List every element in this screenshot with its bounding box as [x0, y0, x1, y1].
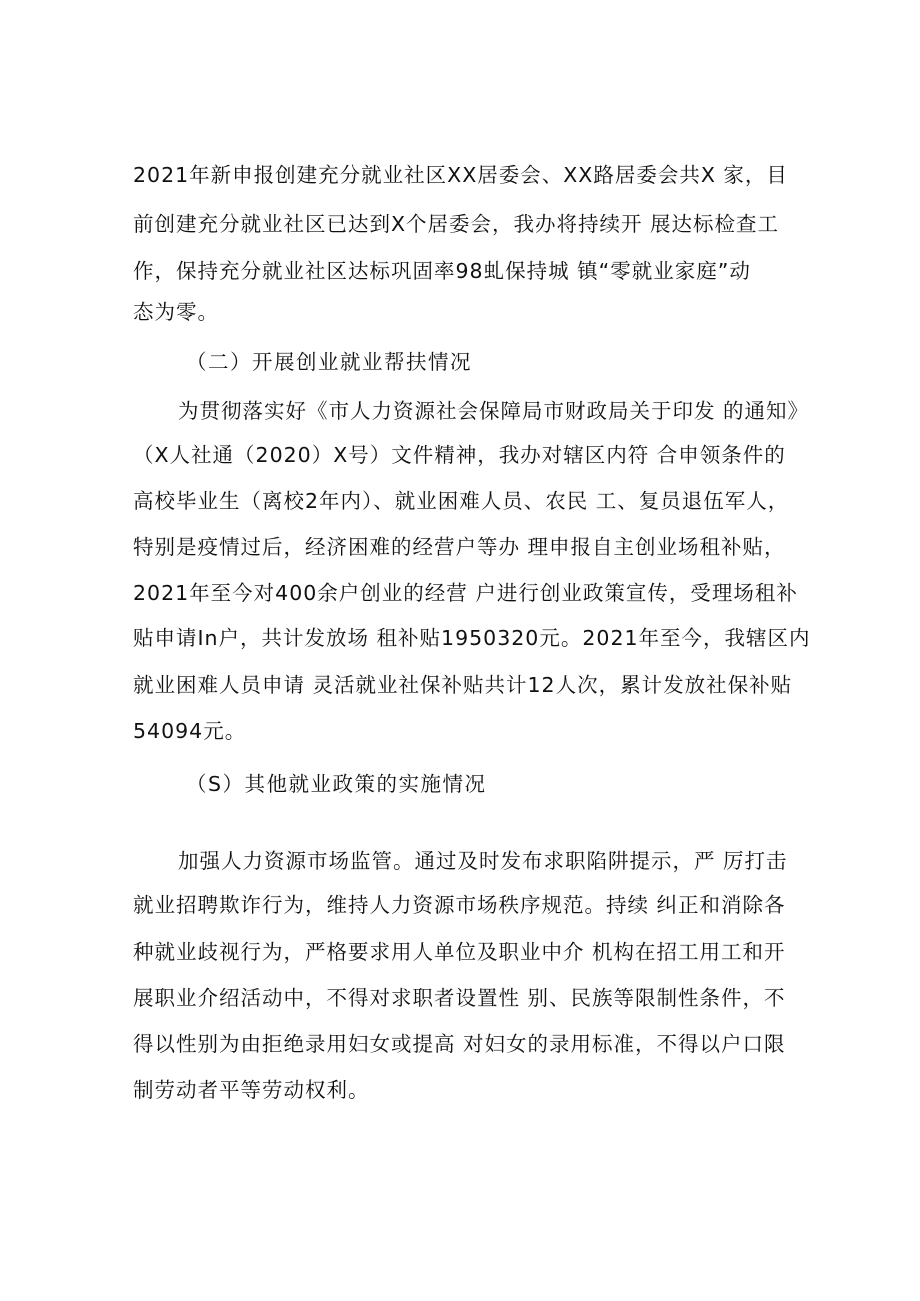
paragraph-2-line-7: 就业困难人员申请 灵活就业社保补贴共计12人次，累计发放社保补贴: [133, 673, 793, 697]
paragraph-2-line-3: 高校毕业生（离校2年内）、就业困难人员、农民 工、复员退伍军人，: [133, 489, 790, 513]
paragraph-2-line-6: 贴申请In户，共计发放场 租补贴1950320元。2021年至今，我辖区内: [133, 626, 811, 650]
section-heading-2: （二）开展创业就业帮扶情况: [186, 350, 472, 374]
paragraph-1-line-4: 态为零。: [133, 300, 219, 324]
paragraph-2-line-5: 2021年至今对400余户创业的经营 户进行创业政策宣传，受理场租补: [133, 581, 798, 605]
paragraph-2-line-8: 54094元。: [133, 719, 247, 743]
paragraph-3-line-5: 得以性别为由拒绝录用妇女或提高 对妇女的录用标准，不得以户口限: [133, 1032, 786, 1056]
paragraph-3-line-2: 就业招聘欺诈行为，维持人力资源市场秩序规范。持续 纠正和消除各: [133, 893, 786, 917]
paragraph-2-line-2: （X人社通（2020）X号）文件精神，我办对辖区内符 合申领条件的: [133, 443, 786, 467]
paragraph-3-line-3: 种就业歧视行为，严格要求用人单位及职业中介 机构在招工用工和开: [133, 940, 786, 964]
paragraph-1-line-2: 前创建充分就业社区已达到X个居委会，我办将持续开 展达标检查工: [133, 212, 780, 236]
paragraph-3-line-4: 展职业介绍活动中，不得对求职者设置性 别、民族等限制性条件，不: [133, 986, 786, 1010]
paragraph-3-line-6: 制劳动者平等劳动权利。: [133, 1078, 370, 1102]
paragraph-3-line-1: 加强人力资源市场监管。通过及时发布求职陷阱提示，严 厉打击: [178, 849, 788, 873]
paragraph-2-line-1: 为贯彻落实好《市人力资源社会保障局市财政局关于印发 的通知》: [178, 399, 810, 423]
paragraph-1-line-3: 作，保持充分就业社区达标巩固率98虬保持城 镇“零就业家庭”动: [133, 259, 751, 283]
paragraph-2-line-4: 特别是疫情过后，经济困难的经营户等办 理申报自主创业场租补贴，: [133, 535, 786, 559]
section-heading-3: （S）其他就业政策的实施情况: [186, 772, 487, 796]
paragraph-1-line-1: 2021年新申报创建充分就业社区XX居委会、XX路居委会共X 家，目: [133, 163, 788, 187]
